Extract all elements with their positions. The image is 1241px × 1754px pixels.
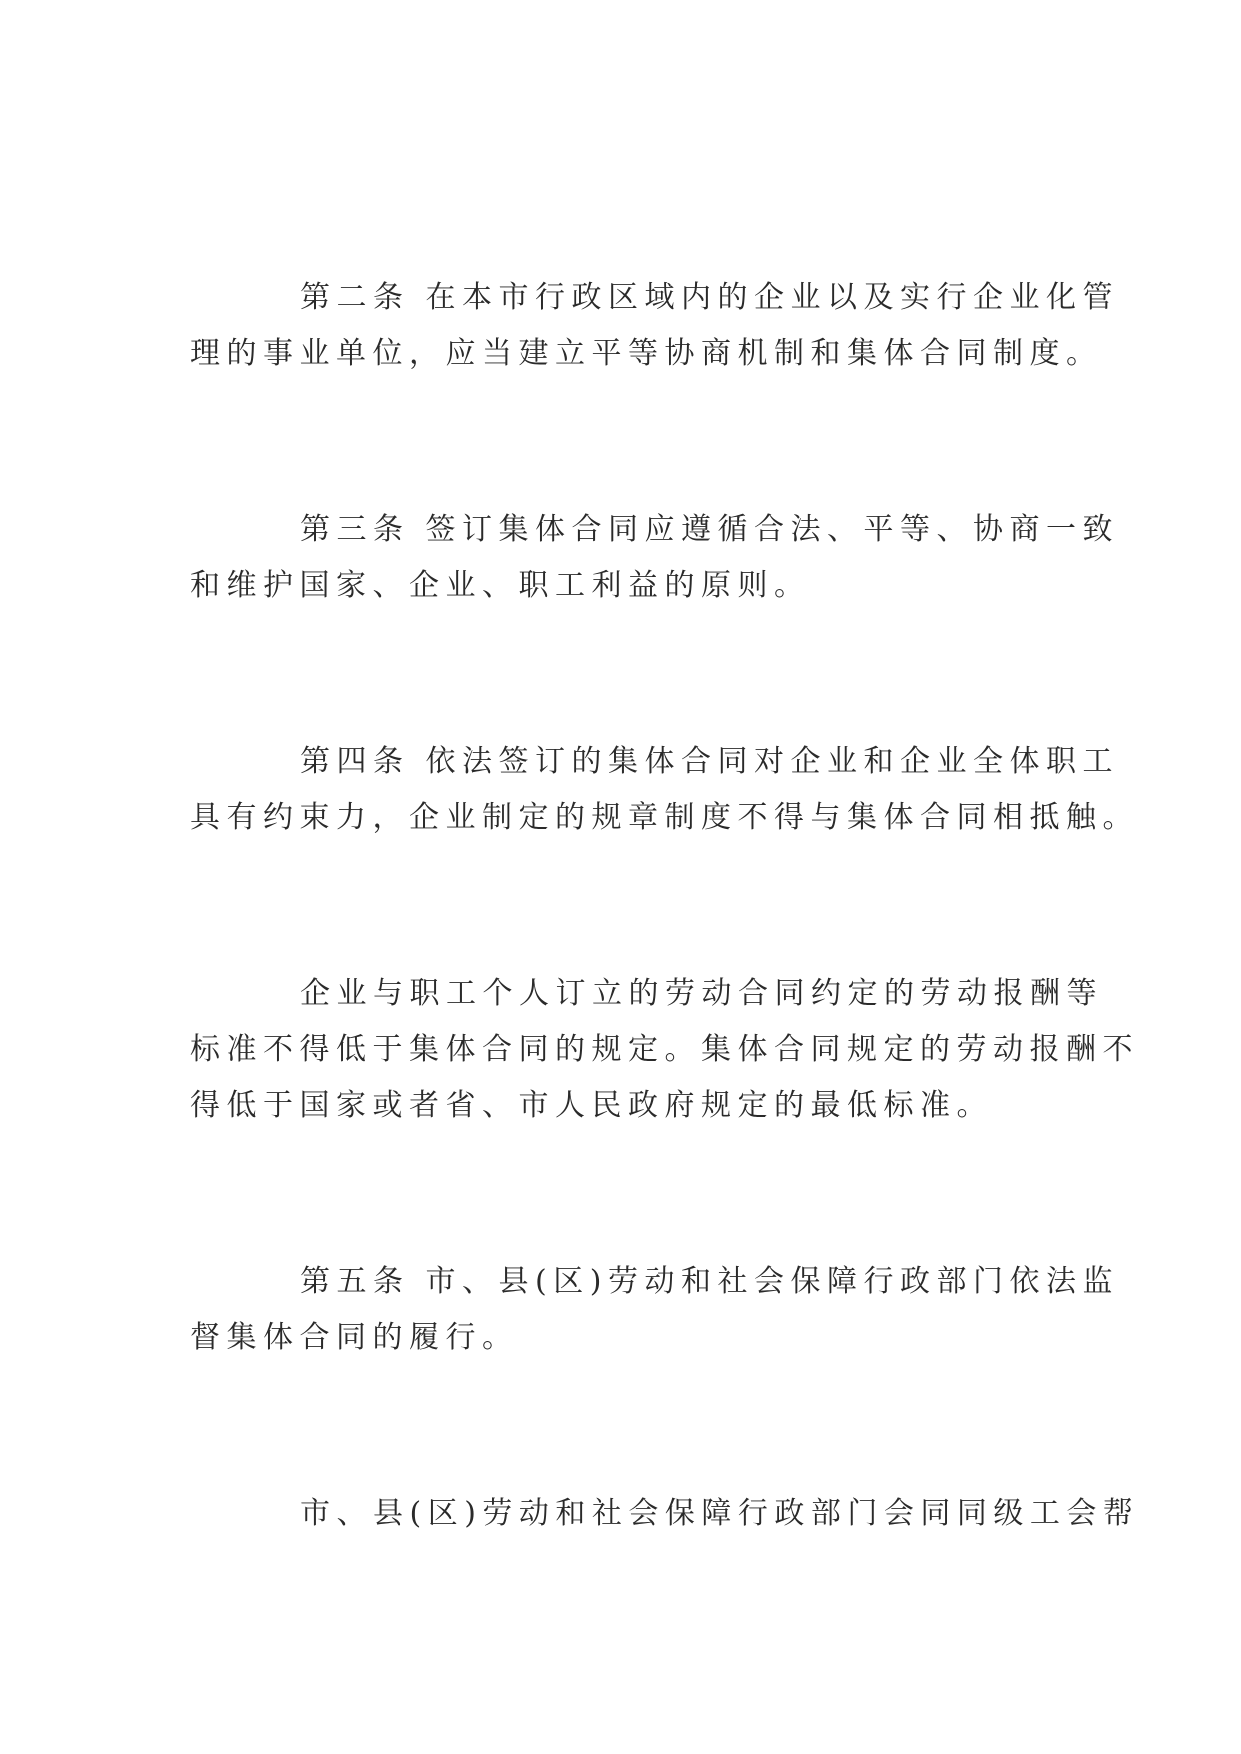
- paragraph-line: 得低于国家或者省、市人民政府规定的最低标准。: [190, 1088, 993, 1123]
- paragraph-line: 具有约束力，企业制定的规章制度不得与集体合同相抵触。: [190, 800, 1139, 835]
- paragraph-line: 标准不得低于集体合同的规定。集体合同规定的劳动报酬不: [190, 1032, 1139, 1067]
- paragraph-line: 理的事业单位，应当建立平等协商机制和集体合同制度。: [190, 336, 1103, 371]
- paragraph-line: 第五条 市、县(区)劳动和社会保障行政部门依法监: [300, 1264, 1119, 1299]
- paragraph-line: 企业与职工个人订立的劳动合同约定的劳动报酬等: [300, 976, 1103, 1011]
- paragraph-line: 第四条 依法签订的集体合同对企业和企业全体职工: [300, 744, 1120, 779]
- paragraph-line: 和维护国家、企业、职工利益的原则。: [190, 568, 811, 603]
- paragraph-line: 督集体合同的履行。: [190, 1320, 519, 1355]
- paragraph-line: 第二条 在本市行政区域内的企业以及实行企业化管: [300, 280, 1120, 315]
- paragraph-line: 第三条 签订集体合同应遵循合法、平等、协商一致: [300, 512, 1120, 547]
- paragraph-line: 市、县(区)劳动和社会保障行政部门会同同级工会帮: [300, 1496, 1140, 1531]
